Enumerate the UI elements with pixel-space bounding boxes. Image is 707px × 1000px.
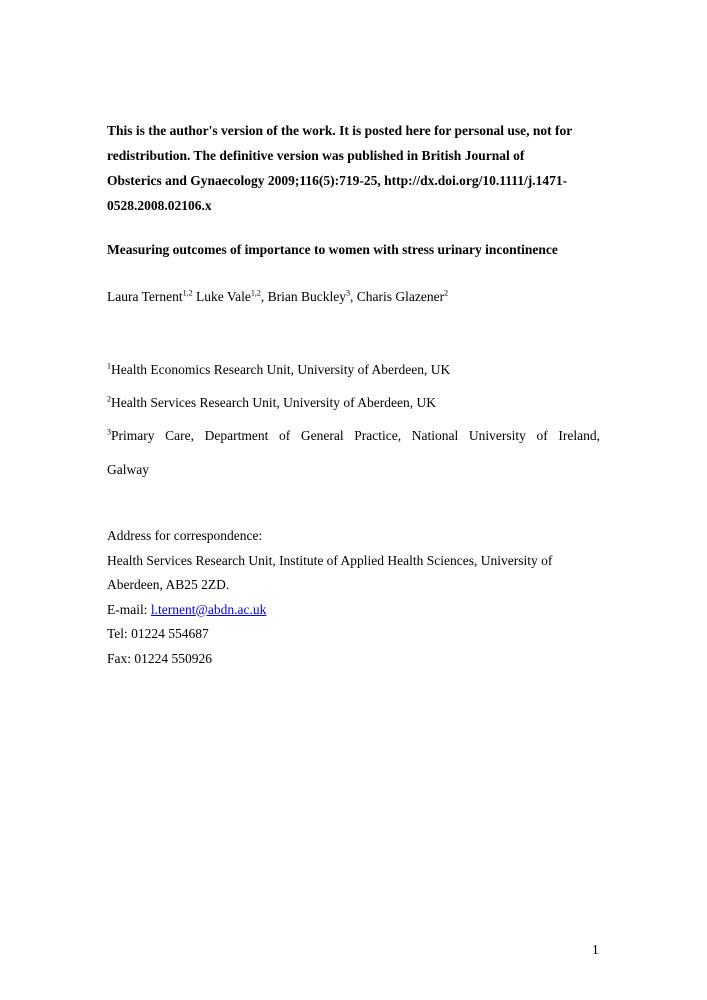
affiliation-marker: 1 [107,361,111,371]
affiliation-marker: 2 [107,394,111,404]
author-separator: , [260,289,268,304]
author-name: Laura Ternent [107,289,183,304]
affiliation-text: Health Services Research Unit, University of Aberdeen, UK [111,395,437,410]
author-affiliation-marker: 1,2 [182,288,193,298]
correspondence-block [107,524,600,671]
affiliation [107,393,600,413]
notice-line: redistribution. The definitive version was published in British Journal of [107,148,525,163]
author-affiliation-marker: 2 [444,288,449,298]
correspondence-fax: Fax: 01224 550926 [107,650,213,666]
affiliation-text: Health Economics Research Unit, University of Aberdeen, UK [111,362,451,377]
author-affiliation-marker: 1,2 [250,288,261,298]
author-name: Charis Glazener [356,289,445,304]
affiliation-marker: 3 [107,427,111,437]
email-label: E-mail: [107,601,151,617]
affiliation [107,426,600,446]
page-number: 1 [592,942,599,957]
publication-notice [107,118,600,218]
author-name: Brian Buckley [267,289,346,304]
correspondence-tel: Tel: 01224 554687 [107,626,209,641]
notice-line: Obsterics and Gynaecology 2009;116(5):719-25, http://dx.doi.org/10.1111/j.1471- [107,173,568,188]
correspondence-heading: Address for correspondence: [107,528,263,543]
author-separator: , [350,289,357,304]
correspondence-address: Health Services Research Unit, Institute of Applied Health Sciences, University of [107,552,553,568]
paper-title: Measuring outcomes of importance to women with stress urinary incontinence [107,242,558,257]
affiliation [107,360,600,380]
author-list [107,287,607,307]
author-affiliation-marker: 3 [346,288,350,298]
affiliation-continuation: Galway [107,462,149,477]
email-link[interactable]: l.ternent@abdn.ac.uk [150,601,267,617]
correspondence-email [107,598,600,623]
author-name: Luke Vale [196,289,251,304]
notice-line: This is the author's version of the work. It is posted here for personal use, not for [107,123,573,138]
notice-line: 0528.2008.02106.x [107,198,212,213]
correspondence-address: Aberdeen, AB25 2ZD. [107,577,230,592]
affiliation-text: Primary Care, Department of General Practice, National University of Ireland, [111,428,600,443]
